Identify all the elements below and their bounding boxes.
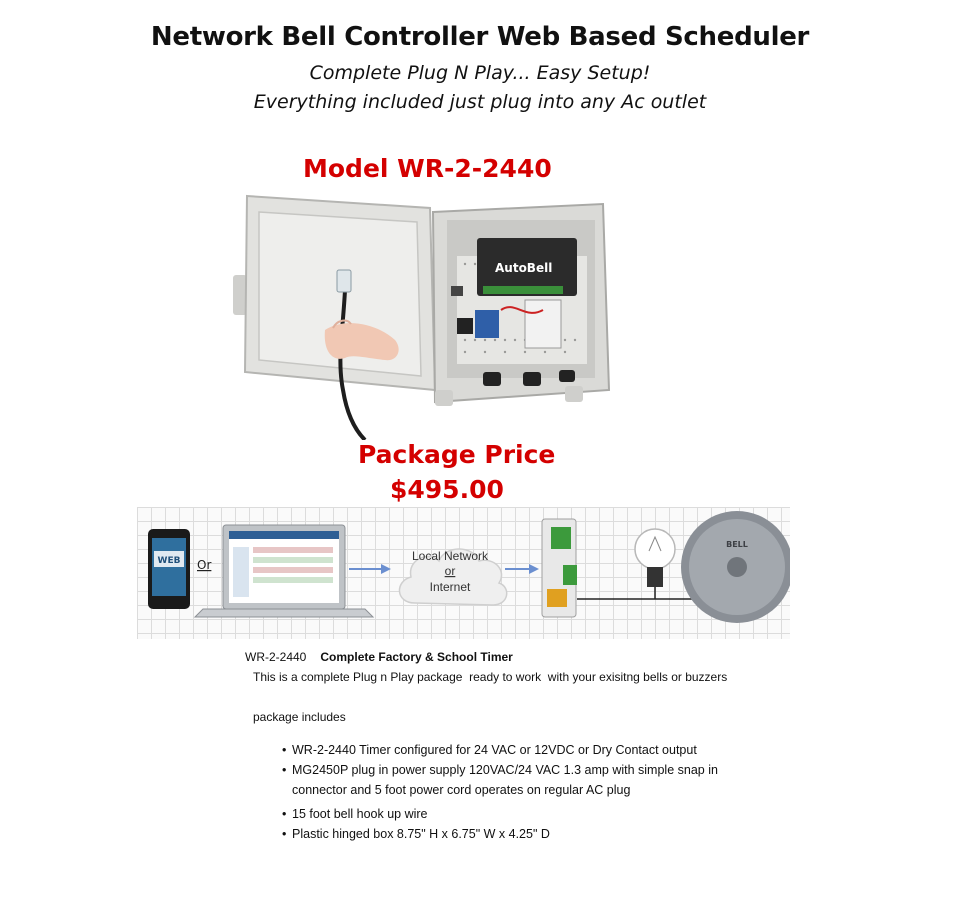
cloud-line-3: Internet [429,580,471,594]
list-item: • MG2450P plug in power supply 120VAC/24 VAC 1.3 amp with simple snap in [282,760,718,780]
details-intro: This is a complete Plug n Play package ready to work with your exisitng bells or buzzers [253,670,728,684]
list-item: • WR-2-2440 Timer configured for 24 VAC or 12VDC or Dry Contact output [282,740,718,760]
controller-device-icon [542,519,577,617]
details-heading [245,650,513,664]
model-label: Model WR-2-2440 [303,154,552,183]
subtitle-line-1: Complete Plug N Play... Easy Setup! [309,62,651,84]
smartphone-icon [148,529,190,609]
list-item-continued: connector and 5 foot power cord operates on regular AC plug [292,783,631,797]
or-label: Or [197,558,212,572]
package-price-value: $495.00 [390,475,504,504]
includes-list [282,740,718,844]
bell-icon [681,511,790,623]
details-title: Complete Factory & School Timer [320,650,513,664]
product-photo [225,190,615,440]
enclosure-lid [233,196,435,390]
laptop-icon [195,525,373,617]
details-model: WR-2-2440 [245,650,307,664]
network-diagram [137,507,790,639]
cloud-line-1: Local Network [411,549,489,563]
subtitle-line-2: Everything included just plug into any Ac outlet [253,91,707,113]
list-item: • 15 foot bell hook up wire [282,804,718,824]
enclosure-box [433,204,609,406]
package-price-label: Package Price [358,440,556,469]
cloud-line-2: or [444,564,456,578]
bell-text: BELL [726,540,748,549]
light-bulb-icon [635,529,675,587]
phone-label: WEB [157,556,181,566]
page-title: Network Bell Controller Web Based Scheduler [150,22,810,52]
device-logo: AutoBell [495,261,553,275]
includes-label: package includes [253,710,346,724]
list-item: • Plastic hinged box 8.75" H x 6.75" W x 4.25" D [282,824,718,844]
